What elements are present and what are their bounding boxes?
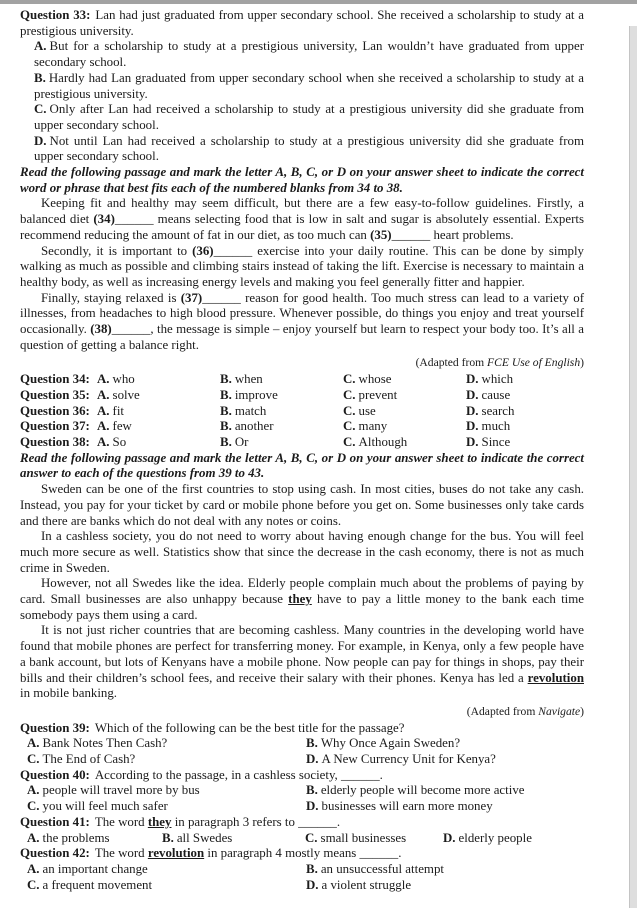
question-label: Question 42:: [20, 846, 90, 861]
option-a: A. Bank Notes Then Cash?: [27, 736, 168, 751]
option-c: C. you will feel much safer: [27, 799, 168, 814]
option-d: D. businesses will earn more money: [306, 799, 493, 814]
reading-instruction: Read the following passage and mark the letter A, B, C, or D on your answer sheet to indicate the correct answer to each of the questions from 39 to 43.: [20, 450, 584, 481]
question-label: Question 39:: [20, 720, 90, 735]
option-b: B. Or: [220, 434, 249, 449]
option-d: D. Not until Lan had received a scholarship to study at a prestigious university did she graduate from upper secondary school.: [34, 133, 584, 164]
option-a: A. So: [97, 434, 127, 449]
question-42-stem: [20, 846, 584, 862]
option-d: D. cause: [466, 387, 511, 402]
option-b: B. when: [220, 372, 263, 387]
question-label: Question 35:: [20, 387, 90, 402]
question-label: Question 34:: [20, 372, 90, 387]
question-label: Question 33:: [20, 8, 91, 22]
option-b: B. Why Once Again Sweden?: [306, 736, 461, 751]
option-c: C. prevent: [343, 387, 398, 402]
option-c: C. small businesses: [305, 830, 407, 845]
option-d: D. a violent struggle: [306, 877, 412, 892]
reading-paragraph-2: In a cashless society, you do not need to worry about having enough change for the bus. You will feel much more secure as well. Statistics show that since the decrease in the cash economy, there is not as much crime in Sweden.: [20, 529, 584, 575]
option-d: D. elderly people: [443, 830, 532, 845]
option-b: B. match: [220, 403, 267, 418]
cloze-passage: [20, 196, 584, 371]
option-a: A. people will travel more by bus: [27, 783, 200, 798]
cloze-paragraph-1: Keeping fit and healthy may seem difficult, but there are a few easy-to-follow guidelines. Firstly, a balanced diet (34)______ means selecting food that is low in salt and sugar is absolutely essential. Experts recommend reducing the amount of fat in our diet, as too much can (35)______ heart problems.: [20, 196, 584, 242]
option-a: A. fit: [97, 403, 125, 418]
question-text: Lan had just graduated from upper secondary school. She received a scholarship to study at a prestigious university.: [20, 8, 584, 38]
option-c: C. many: [343, 419, 388, 434]
option-b: B. elderly people will become more active: [306, 783, 525, 798]
question-label: Question 40:: [20, 767, 90, 782]
option-c: C. a frequent movement: [27, 877, 153, 892]
questions-34-38: [20, 372, 584, 451]
question-label: Question 36:: [20, 403, 90, 418]
question-33: [20, 8, 584, 165]
option-a: A. few: [97, 419, 132, 434]
option-d: D. which: [466, 372, 514, 387]
question-37: [20, 419, 584, 435]
reading-paragraph-1: Sweden can be one of the first countries to stop using cash. In most cities, buses do not take any cash. Instead, you pay for your ticket by card or mobile phone before you get on. Some businesses only take cards and there are banks which do not deal with any notes or coins.: [20, 482, 584, 528]
question-label: Question 38:: [20, 434, 90, 449]
question-39-stem: [20, 721, 584, 737]
question-34: [20, 372, 584, 388]
question-41-stem: [20, 815, 584, 831]
option-d: D. A New Currency Unit for Kenya?: [306, 752, 496, 767]
cloze-source-credit: (Adapted from FCE Use of English): [415, 356, 584, 370]
reading-paragraph-3: However, not all Swedes like the idea. Elderly people complain much about the problems of paying by card. Small businesses are also unhappy because they have to pay a little money to the bank each time somebody pays them using a card.: [20, 576, 584, 622]
option-c: C. use: [343, 403, 376, 418]
scan-artifact-top: [0, 0, 637, 4]
question-35: [20, 388, 584, 404]
reading-passage: [20, 482, 584, 720]
reading-source-credit: (Adapted from Navigate): [466, 704, 584, 718]
option-a: A. who: [97, 372, 135, 387]
option-d: D. Since: [466, 434, 511, 449]
question-38: [20, 435, 584, 451]
exam-page: [20, 8, 584, 893]
question-label: Question 37:: [20, 419, 90, 434]
option-a: A. solve: [97, 387, 140, 402]
question-text: The word revolution in paragraph 4 mostly means ______.: [94, 846, 402, 861]
reading-paragraph-4: It is not just richer countries that are becoming cashless. Many countries in the developing world have found that mobile phones are perfect for transferring money. For example, in Kenya, only a few people have a bank account, but lots of Kenyans have a mobile phone. Now people can pay for things in shops, pay their bills and their children’s school fees, and receive their salary with their phones. Kenya has led a revolution in mobile banking.: [20, 623, 584, 701]
scan-artifact-right-edge: [629, 26, 637, 908]
option-b: B. an unsuccessful attempt: [306, 861, 444, 876]
question-text: Which of the following can be the best title for the passage?: [94, 720, 405, 735]
question-40: [20, 768, 584, 815]
question-40-stem: [20, 768, 584, 784]
option-b: B. Hardly had Lan graduated from upper secondary school when she received a scholarship to study at a prestigious university.: [34, 70, 584, 101]
option-b: B. improve: [220, 387, 278, 402]
question-36: [20, 404, 584, 420]
option-c: C. Although: [343, 434, 408, 449]
cloze-paragraph-3: Finally, staying relaxed is (37)______ reason for good health. Too much stress can lead to a variety of illnesses, from headaches to high blood pressure. Whenever possible, do things you enjoy and treat yourself occasionally. (38)______, the message is simple – enjoy yourself but learn to respect your body too. It’s all a question of getting a balance right.: [20, 290, 584, 352]
question-33-stem: [20, 8, 584, 39]
question-label: Question 41:: [20, 814, 90, 829]
question-text: The word they in paragraph 3 refers to ______.: [94, 814, 341, 829]
question-42: [20, 846, 584, 893]
option-c: C. whose: [343, 372, 392, 387]
cloze-paragraph-2: Secondly, it is important to (36)______ exercise into your daily routine. This can be done by simply walking as much as possible and climbing stairs instead of taking the lift. Exercise is necessary to maintain a healthy body, as well as increasing energy levels and making you feel generally fitter and happier.: [20, 243, 584, 289]
option-a: A. an important change: [27, 861, 148, 876]
option-d: D. much: [466, 419, 511, 434]
option-a: A. the problems: [27, 830, 110, 845]
option-c: C. The End of Cash?: [27, 752, 136, 767]
option-c: C. Only after Lan had received a scholarship to study at a prestigious university did she graduate from upper secondary school.: [34, 102, 584, 132]
option-a: A. But for a scholarship to study at a prestigious university, Lan wouldn’t have graduated from upper secondary school.: [34, 39, 584, 70]
question-41: [20, 815, 584, 846]
question-39: [20, 721, 584, 768]
option-b: B. another: [220, 419, 274, 434]
question-text: According to the passage, in a cashless society, ______.: [94, 767, 383, 782]
option-d: D. search: [466, 403, 515, 418]
option-b: B. all Swedes: [162, 830, 233, 845]
cloze-instruction: Read the following passage and mark the letter A, B, C, or D on your answer sheet to indicate the correct word or phrase that best fits each of the numbered blanks from 34 to 38.: [20, 165, 584, 195]
